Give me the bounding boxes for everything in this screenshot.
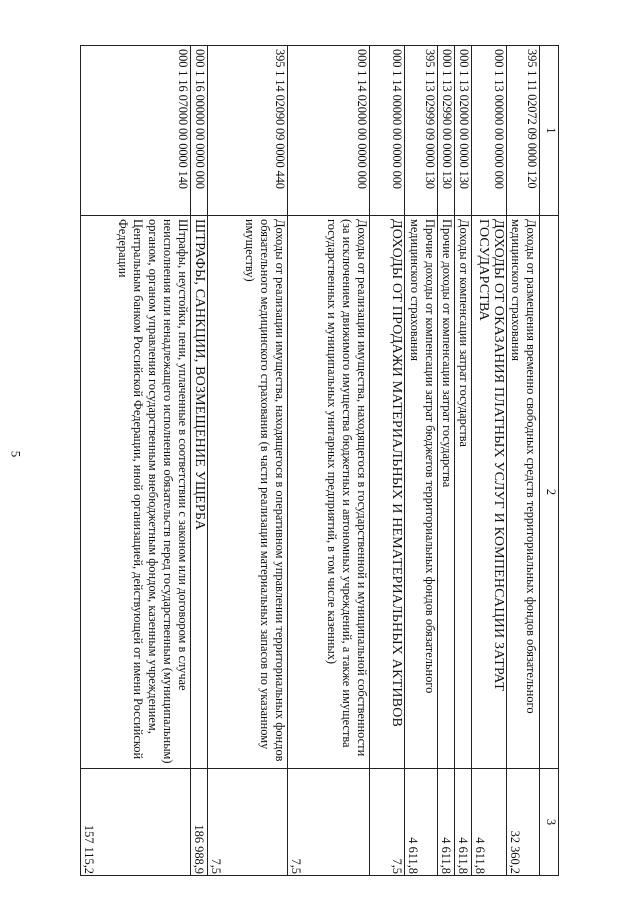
row-description: Прочие доходы от компенсации затрат государства: [438, 216, 455, 769]
row-code: 395 1 13 02999 09 0000 130: [405, 46, 438, 216]
table-row: [438, 46, 455, 876]
row-description: ДОХОДЫ ОТ ПРОДАЖИ МАТЕРИАЛЬНЫХ И НЕМАТЕРИАЛЬНЫХ АКТИВОВ: [370, 216, 405, 769]
row-amount: 4 611,8: [455, 769, 472, 876]
row-description: Доходы от компенсации затрат государства: [455, 216, 472, 769]
row-description: Прочие доходы от компенсации затрат бюджетов территориальных фондов обязательного медицинского страхования: [405, 216, 438, 769]
header-col-3: 3: [540, 769, 559, 876]
row-amount: 157 115,2: [81, 769, 191, 876]
row-amount: 186 988,9: [191, 769, 208, 876]
header-col-1: 1: [540, 46, 559, 216]
header-col-2: 2: [540, 216, 559, 769]
row-code: 000 1 13 00000 00 0000 000: [472, 46, 507, 216]
row-amount: 4 611,8: [405, 769, 438, 876]
row-code: 000 1 16 07000 00 0000 140: [81, 46, 191, 216]
table-row: [81, 46, 191, 876]
table-row: [370, 46, 405, 876]
row-amount: 7,5: [288, 769, 370, 876]
row-description: Доходы от размещения временно свободных средств территориальных фондов обязательного медицинского страхования: [507, 216, 540, 769]
table-header-row: [540, 46, 559, 876]
page-number: 5: [8, 450, 24, 458]
row-description: ШТРАФЫ, САНКЦИИ, ВОЗМЕЩЕНИЕ УЩЕРБА: [191, 216, 208, 769]
row-code: 000 1 13 02990 00 0000 130: [438, 46, 455, 216]
table-row: [455, 46, 472, 876]
row-code: 000 1 13 02000 00 0000 130: [455, 46, 472, 216]
row-amount: 7,5: [208, 769, 288, 876]
rotated-table-container: [77, 45, 559, 875]
table-row: [405, 46, 438, 876]
revenue-table: [80, 45, 559, 876]
row-code: 000 1 16 00000 00 0000 000: [191, 46, 208, 216]
table-row: [472, 46, 507, 876]
row-code: 395 1 11 02072 09 0000 120: [507, 46, 540, 216]
table-row: [288, 46, 370, 876]
table-row: [507, 46, 540, 876]
row-amount: 32 360,2: [507, 769, 540, 876]
row-amount: 4 611,8: [438, 769, 455, 876]
row-description: Доходы от реализации имущества, находящегося в государственной и муниципальной собственности (за исключением движимого имущества бюджетных и автономных учреждений, а также имущества государственных и муниципальных унитарных предприятий, в том числе казенных): [288, 216, 370, 769]
row-amount: 7,5: [370, 769, 405, 876]
rotated-table-frame: [77, 45, 559, 875]
row-description: ДОХОДЫ ОТ ОКАЗАНИЯ ПЛАТНЫХ УСЛУГ И КОМПЕНСАЦИИ ЗАТРАТ ГОСУДАРСТВА: [472, 216, 507, 769]
table-row: [191, 46, 208, 876]
row-amount: 4 611,8: [472, 769, 507, 876]
row-code: 000 1 14 02000 00 0000 000: [288, 46, 370, 216]
row-description: Штрафы, неустойки, пени, уплаченные в соответствии с законом или договором в случае неисполнения или ненадлежащего исполнения обязательств перед государственным (муниципальным) органом, органом управления государственным внебюджетным фондом, казенным учреждением, Центральным банком Российской Федерации, иной организацией, действующей от имени Российской Федерации: [81, 216, 191, 769]
row-code: 000 1 14 00000 00 0000 000: [370, 46, 405, 216]
row-code: 395 1 14 02090 09 0000 440: [208, 46, 288, 216]
row-description: Доходы от реализации имущества, находящегося в оперативном управлении территориальных фондов обязательного медицинского страхования (в части реализации материальных запасов по указанному имуществу): [208, 216, 288, 769]
table-row: [208, 46, 288, 876]
